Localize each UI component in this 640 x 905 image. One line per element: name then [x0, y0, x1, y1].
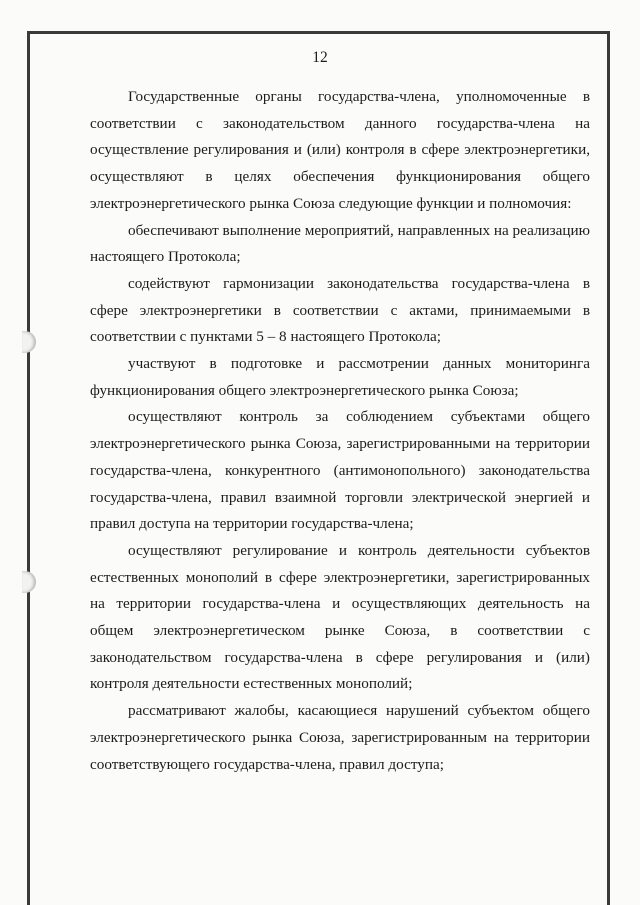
paragraph-harmonization: содействуют гармонизации законодательства государства-члена в сфере электроэнергетики в соответствии с актами, принимаемыми в соответствии с пунктами 5 – 8 настоящего Протокола;	[90, 274, 590, 346]
page-number: 12	[312, 49, 328, 66]
body-text	[90, 84, 590, 778]
punch-hole-lower	[22, 571, 36, 593]
punch-hole-upper	[22, 331, 36, 353]
paragraph-regulation: осуществляют регулирование и контроль деятельности субъектов естественных монополий в сфере электроэнергетики, зарегистрированных на территории государства-члена и осуществляющих деятельность на общем электроэнергетическом рынке Союза, в соответствии с законодательством государства-члена в сфере регулирования и (или) контроля деятельности естественных монополий;	[90, 541, 590, 693]
paragraph-intro: Государственные органы государства-члена, уполномоченные в соответствии с законодательством данного государства-члена на осуществление регулирования и (или) контроля в сфере электроэнергетики, осуществляют в целях обеспечения функционирования общего электроэнергетического рынка Союза следующие функции и полномочия:	[90, 88, 590, 212]
frame-border-top	[27, 31, 610, 34]
frame-border-left	[27, 31, 30, 905]
paragraph-implementation: обеспечивают выполнение мероприятий, направленных на реализацию настоящего Протокола;	[90, 221, 590, 266]
frame-border-right	[607, 31, 610, 905]
paragraph-monitoring: участвуют в подготовке и рассмотрении данных мониторинга функционирования общего электроэнергетического рынка Союза;	[90, 355, 590, 399]
paragraph-control: осуществляют контроль за соблюдением субъектами общего электроэнергетического рынка Союза, зарегистрированными на территории государства-члена, конкурентного (антимонопольного) законодательства государства-члена, правил взаимной торговли электрической энергией и правил доступа на территории государства-члена;	[90, 408, 590, 533]
paragraph-complaints: рассматривают жалобы, касающиеся нарушений субъектом общего электроэнергетического рынка Союза, зарегистрированным на территории соответствующего государства-члена, правил доступа;	[90, 702, 590, 773]
